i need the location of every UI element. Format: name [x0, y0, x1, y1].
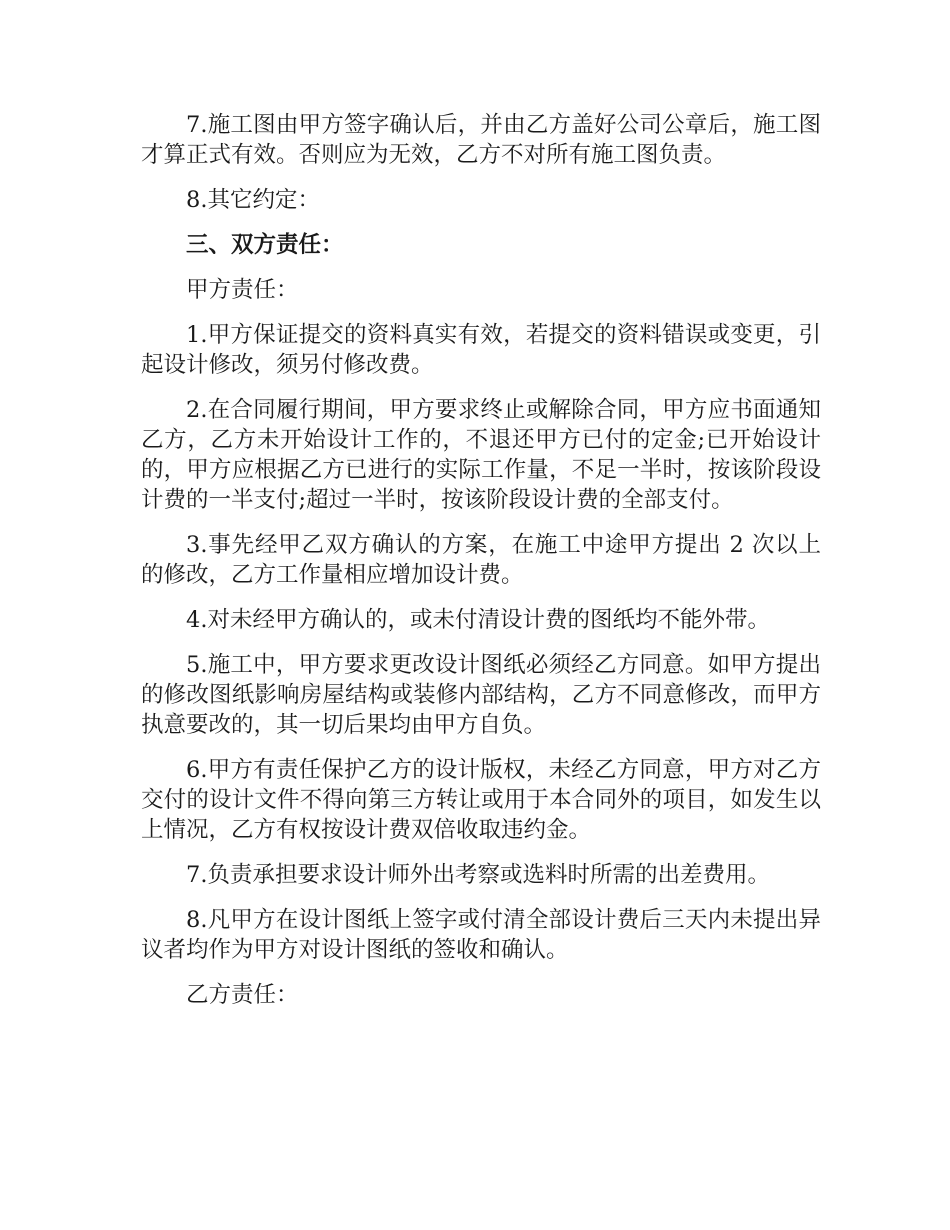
party-a-item-3: 3.事先经甲乙双方确认的方案，在施工中途甲方提出 2 次以上的修改，乙方工作量相应增加设计费。: [141, 532, 821, 588]
party-a-item-5: 5.施工中，甲方要求更改设计图纸必须经乙方同意。如甲方提出的修改图纸影响房屋结构或装修内部结构，乙方不同意修改，而甲方执意要改的，其一切后果均由甲方自负。: [141, 652, 821, 738]
party-a-item-6: 6.甲方有责任保护乙方的设计版权，未经乙方同意，甲方对乙方交付的设计文件不得向第三方转让或用于本合同外的项目，如发生以上情况，乙方有权按设计费双倍收取违约金。: [141, 757, 821, 843]
party-a-item-7: 7.负责承担要求设计师外出考察或选料时所需的出差费用。: [186, 862, 770, 888]
clause-7-drawings-effective: 7.施工图由甲方签字确认后，并由乙方盖好公司公章后，施工图才算正式有效。否则应为无效，乙方不对所有施工图负责。: [141, 112, 821, 168]
party-a-responsibilities-heading: 甲方责任：: [186, 277, 299, 303]
party-b-responsibilities-heading: 乙方责任：: [186, 982, 299, 1008]
section-3-heading: 三、双方责任：: [186, 232, 344, 258]
party-a-item-4: 4.对未经甲方确认的，或未付清设计费的图纸均不能外带。: [186, 607, 770, 633]
clause-8-other-agreements: 8.其它约定：: [186, 187, 320, 213]
party-a-item-1: 1.甲方保证提交的资料真实有效，若提交的资料错误或变更，引起设计修改，须另付修改费。: [141, 322, 821, 378]
party-a-item-8: 8.凡甲方在设计图纸上签字或付清全部设计费后三天内未提出异议者均作为甲方对设计图纸的签收和确认。: [141, 907, 821, 963]
document-page: [141, 110, 821, 1025]
party-a-item-2: 2.在合同履行期间，甲方要求终止或解除合同，甲方应书面通知乙方，乙方未开始设计工作的，不退还甲方已付的定金;已开始设计的，甲方应根据乙方已进行的实际工作量，不足一半时，按该阶段设计费的一半支付;超过一半时，按该阶段设计费的全部支付。: [141, 397, 821, 513]
